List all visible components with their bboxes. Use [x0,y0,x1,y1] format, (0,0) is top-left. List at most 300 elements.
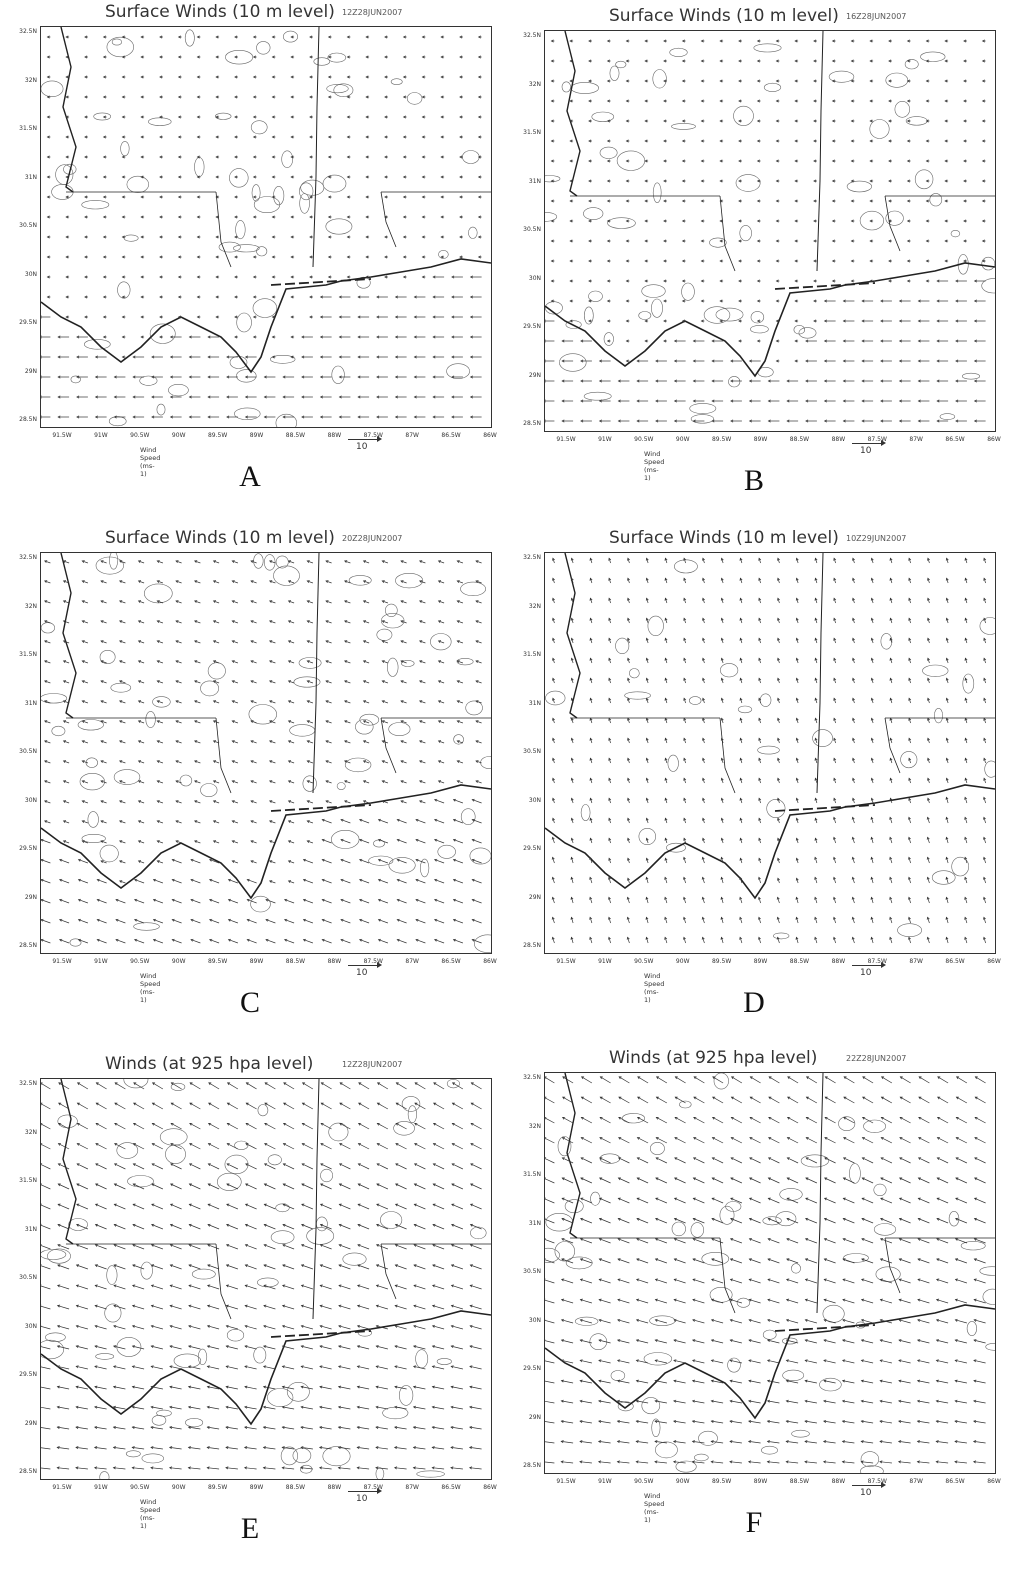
wind-vector [58,1285,69,1289]
wind-vector [41,1184,50,1189]
contour-line [41,694,67,704]
contour-line [114,770,140,785]
contour-line [314,58,330,66]
wind-vector [264,1225,275,1230]
wind-vector [115,1164,126,1169]
contour-line [254,197,280,213]
contour-line [905,59,918,69]
contour-line [860,211,884,230]
lon-tick-label: 89W [753,436,768,443]
wind-vector [414,1285,425,1289]
state-boundary [216,718,231,793]
wind-vector [228,1083,238,1089]
lon-tick-label: 86W [483,958,497,965]
wind-vector [96,1225,107,1230]
wind-vector [284,1103,294,1109]
contour-line [332,366,345,384]
contour-line [323,1447,350,1466]
wind-vector [471,1144,482,1149]
lon-tick-label: 90.5W [634,436,654,443]
lon-tick-label: 87.5W [363,958,383,965]
wind-vector [283,1144,294,1149]
wind-map [544,30,996,432]
wind-vector [152,1285,163,1289]
lat-tick-label: 30.5N [19,1274,37,1281]
wind-vector [58,1184,69,1189]
wind-vector [358,1144,369,1149]
contour-line [389,857,415,873]
lon-tick-label: 91.5W [556,958,576,965]
lon-tick-label: 87W [909,436,923,443]
reference-arrow-icon [852,965,882,966]
contour-line [274,186,284,205]
lon-tick-label: 88.5W [789,436,810,443]
wind-vector [189,1225,200,1230]
wind-vector [321,1083,331,1089]
contour-line [82,200,109,209]
barrier-island [271,805,371,811]
wind-vector [171,1184,182,1189]
wind-vector [246,1083,256,1089]
contour-line [932,871,955,885]
lon-tick-label: 91.5W [52,432,72,439]
wind-vector [227,1285,238,1289]
contour-line [799,328,816,339]
lat-tick-label: 30.5N [523,748,541,755]
wind-vector [171,1204,182,1209]
wind-vector [189,1285,200,1289]
wind-vector [41,1144,50,1149]
contour-line [257,1278,278,1287]
wind-vector [377,1144,388,1149]
lon-tick-label: 86.5W [945,958,965,965]
wind-vector [396,1204,407,1209]
reference-vector-value: 10 [860,968,872,978]
wind-vector [227,1265,238,1269]
wind-vector [115,1103,126,1109]
contour-line [689,697,701,705]
wind-vector [190,1123,201,1129]
contour-line [257,41,271,54]
wind-vector [246,1123,257,1129]
wind-vector [396,1083,406,1089]
lon-tick-label: 86.5W [441,1484,461,1491]
wind-vector [339,1204,350,1209]
contour-line [109,417,126,426]
wind-vector [433,1184,444,1189]
wind-vector [264,1306,276,1309]
wind-vector [283,1204,294,1209]
wind-speed-label: Wind Speed (ms-1) [140,972,161,1004]
wind-vector [321,1184,332,1189]
wind-vector [209,1083,219,1089]
contour-line [321,1169,333,1182]
wind-vector [41,1123,50,1129]
state-boundary [885,718,900,773]
wind-vector [115,1083,125,1089]
contour-line [767,799,785,817]
wind-vector [340,1144,351,1149]
contour-line [758,746,780,754]
wind-vector [96,1164,107,1169]
wind-vector [77,1245,88,1249]
wind-vector [283,1265,294,1269]
lon-tick-label: 88W [831,436,846,443]
lon-tick-label: 88.5W [285,1484,306,1491]
lon-tick-label: 87W [405,958,419,965]
wind-vector [227,1164,238,1169]
wind-vector [133,1265,144,1269]
contour-line [88,812,99,828]
coastline [41,259,491,372]
contour-line [343,1253,366,1265]
contour-line [185,1418,202,1427]
lon-tick-label: 91.5W [52,1484,72,1491]
contour-line [639,312,651,320]
panel-title-d [514,526,974,552]
wind-vector [378,1083,388,1089]
lat-tick-label: 32N [24,602,37,610]
contour-line [616,638,629,654]
wind-vector [208,1164,219,1169]
contour-line [192,1269,215,1279]
state-boundary [313,1079,319,1319]
wind-vector [77,1103,88,1109]
lon-tick-label: 89.5W [711,436,732,443]
contour-line [111,683,131,692]
contour-line [940,414,955,420]
state-boundary [381,718,396,773]
wind-vector [414,1184,425,1189]
wind-speed-label: Wind Speed (ms-1) [140,446,161,478]
lon-tick-label: 91.5W [52,958,72,965]
wind-vector [301,1306,313,1309]
wind-vector [321,1164,332,1169]
contour-line [168,384,188,396]
lon-tick-label: 86W [987,958,1001,965]
state-boundary [381,192,396,247]
contour-line [165,1145,185,1164]
wind-vector [471,1184,482,1189]
wind-vector [189,1306,201,1309]
wind-vector [302,1225,313,1230]
wind-vector [41,1346,50,1349]
contour-line [847,181,872,192]
lon-tick-label: 89.5W [207,1484,228,1491]
wind-vector [265,1123,276,1129]
wind-vector [58,1204,69,1209]
state-boundary [381,1244,396,1299]
contour-line [258,1105,268,1116]
lon-tick-label: 90W [675,436,690,443]
wind-vector [96,1103,106,1109]
contour-line [107,1266,117,1285]
panel-title-text: Surface Winds (10 m level) [105,2,335,22]
wind-vector [471,1083,481,1089]
wind-vector [77,1204,88,1209]
lat-tick-label: 31.5N [523,129,541,136]
contour-line [195,158,205,177]
wind-vector [41,1285,50,1289]
contour-line [52,726,65,736]
panel-timestamp: 10Z29JUN2007 [846,534,907,543]
wind-vector [434,1083,444,1089]
contour-line [408,1106,417,1123]
contour-line [600,147,617,158]
wind-vector [302,1103,313,1109]
contour-line [416,1350,428,1368]
wind-vector [209,1123,220,1129]
panel-title-text: Winds (at 925 hpa level) [105,1054,314,1074]
wind-vector [152,1164,163,1169]
wind-vector [377,1123,388,1129]
coastline [545,263,995,376]
contour-line [461,582,486,596]
contour-line [118,282,131,298]
contour-line [152,1415,166,1425]
contour-line [437,1358,451,1364]
wind-vector [170,1265,181,1269]
contour-line [716,308,743,321]
contour-line [109,553,117,569]
wind-vector [340,1123,351,1129]
wind-vector [396,1144,407,1149]
wind-vector [152,1204,163,1209]
wind-vector [227,1123,238,1129]
contour-line [252,185,260,202]
wind-map [40,552,492,954]
lat-tick-label: 30.5N [523,226,541,233]
contour-line [648,616,664,636]
wind-vector [302,1144,313,1149]
lat-tick-label: 31N [24,173,37,181]
wind-vector [134,1123,145,1129]
wind-vector [302,1265,313,1269]
wind-vector [471,1103,481,1109]
wind-vector [227,1103,238,1109]
wind-vector [208,1265,219,1269]
lon-tick-label: 88W [831,958,846,965]
contour-line [886,73,908,87]
wind-vector [471,1204,482,1209]
wind-speed-label: Wind Speed (ms-1) [644,450,665,482]
contour-line [345,758,371,772]
contour-line [773,933,789,939]
reference-vector-value: 10 [356,968,368,978]
contour-line [481,757,491,769]
wind-vector [41,1326,50,1329]
wind-vector [433,1164,444,1169]
wind-vector [245,1265,256,1269]
wind-vector [284,1123,295,1129]
wind-vector [133,1225,144,1230]
contour-line [930,193,942,206]
contour-line [583,208,603,220]
wind-vector [433,1204,444,1209]
contour-line [41,1250,66,1260]
contour-line [349,575,371,585]
wind-vector [339,1265,350,1269]
state-boundary [817,553,823,793]
contour-line [124,1079,148,1088]
wind-vector [320,1265,331,1269]
reference-vector-value: 10 [356,442,368,452]
wind-vector [115,1144,126,1149]
coastline [545,785,995,898]
lat-tick-label: 29.5N [19,319,37,326]
wind-vector [359,1103,369,1109]
wind-vector [433,1265,444,1269]
lat-tick-label: 29.5N [19,845,37,852]
contour-line [389,723,410,736]
wind-vector [152,1225,163,1230]
wind-vector [41,1164,50,1169]
wind-vector [320,1245,331,1249]
wind-vector [208,1184,219,1189]
reference-vector [852,963,892,983]
contour-line [951,230,960,237]
lon-tick-label: 86.5W [441,432,461,439]
reference-vector [348,437,388,457]
contour-line [898,924,922,937]
wind-vector [415,1123,426,1129]
contour-line [94,113,111,120]
contour-line [610,66,619,81]
contour-line [276,1204,290,1212]
wind-map-svg [41,553,491,953]
lat-tick-label: 29N [528,371,541,379]
wind-vector [114,1245,125,1249]
wind-vector [452,1123,463,1129]
wind-vector [302,1184,313,1189]
contour-line [229,169,248,188]
wind-vector [96,1204,107,1209]
wind-vector [452,1285,463,1289]
wind-vector [302,1245,313,1249]
wind-vector [470,1245,481,1249]
wind-vector [339,1245,350,1249]
wind-vector [414,1265,425,1269]
wind-vector [115,1123,126,1129]
lon-tick-label: 90W [675,958,690,965]
wind-map [544,552,996,954]
contour-line [47,1249,70,1263]
wind-vector [358,1184,369,1189]
wind-vector [451,1306,463,1309]
lat-tick-label: 29N [24,367,37,375]
wind-map [40,26,492,428]
contour-line [276,414,297,427]
contour-line [653,183,661,203]
wind-vector [415,1144,426,1149]
wind-vector [414,1245,425,1249]
contour-line [794,325,805,334]
contour-line [316,1217,327,1231]
wind-vector [41,1265,50,1269]
wind-vector [452,1103,463,1109]
wind-vector [77,1164,88,1169]
panel-letter-c: C [239,986,260,1019]
contour-line [307,1228,334,1245]
contour-line [764,83,781,91]
wind-vector [283,1245,294,1249]
lat-tick-label: 29N [24,893,37,901]
wind-vector [152,1245,163,1249]
contour-line [704,307,730,324]
wind-vector [77,1144,88,1149]
lon-tick-label: 87.5W [363,432,383,439]
wind-vector [302,1285,313,1289]
lon-tick-label: 87W [405,432,419,439]
wind-vector [152,1103,163,1109]
wind-vector [41,1204,50,1209]
reference-arrow-icon [348,439,378,440]
lat-tick-label: 31N [24,1225,37,1233]
wind-vector [302,1164,313,1169]
panel-timestamp: 12Z28JUN2007 [342,1060,403,1069]
wind-vector [208,1285,219,1289]
wind-vector [227,1204,238,1209]
contour-line [546,691,566,705]
wind-vector [433,1144,444,1149]
wind-vector [283,1285,294,1289]
wind-vector [58,1164,69,1169]
contour-line [78,720,104,731]
contour-line [300,194,310,214]
lat-tick-label: 30.5N [19,748,37,755]
contour-line [376,1468,384,1479]
contour-line [571,82,599,93]
reference-vector-value: 10 [860,446,872,456]
barrier-island [271,279,371,285]
contour-line [584,392,611,400]
wind-vector [133,1245,144,1249]
wind-vector [339,1184,350,1189]
contour-line [399,1385,413,1405]
contour-line [237,313,252,332]
contour-line [604,333,614,346]
contour-line [290,725,315,737]
contour-line [112,39,122,45]
lon-tick-label: 91W [94,958,108,965]
wind-vector [339,1306,351,1309]
contour-line [682,283,695,300]
contour-line [233,245,259,252]
river-boundary [61,553,76,718]
contour-line [41,81,63,97]
wind-vector [227,1225,238,1230]
state-boundary [216,1244,231,1319]
reference-arrow-icon [348,965,378,966]
wind-vector [265,1144,276,1149]
contour-line [895,101,910,117]
wind-vector [452,1225,463,1230]
lon-tick-label: 88W [327,958,342,965]
contour-line [438,845,456,858]
wind-vector [434,1103,444,1109]
wind-vector [302,1204,313,1209]
contour-line [934,708,942,723]
contour-line [736,175,760,192]
wind-vector [190,1103,201,1109]
wind-vector [377,1265,388,1269]
lon-tick-label: 90W [171,1484,186,1491]
lat-tick-label: 30N [24,796,37,804]
lat-tick-label: 31.5N [19,125,37,132]
lat-tick-label: 31.5N [523,651,541,658]
contour-line [208,663,225,679]
wind-vector [227,1144,238,1149]
